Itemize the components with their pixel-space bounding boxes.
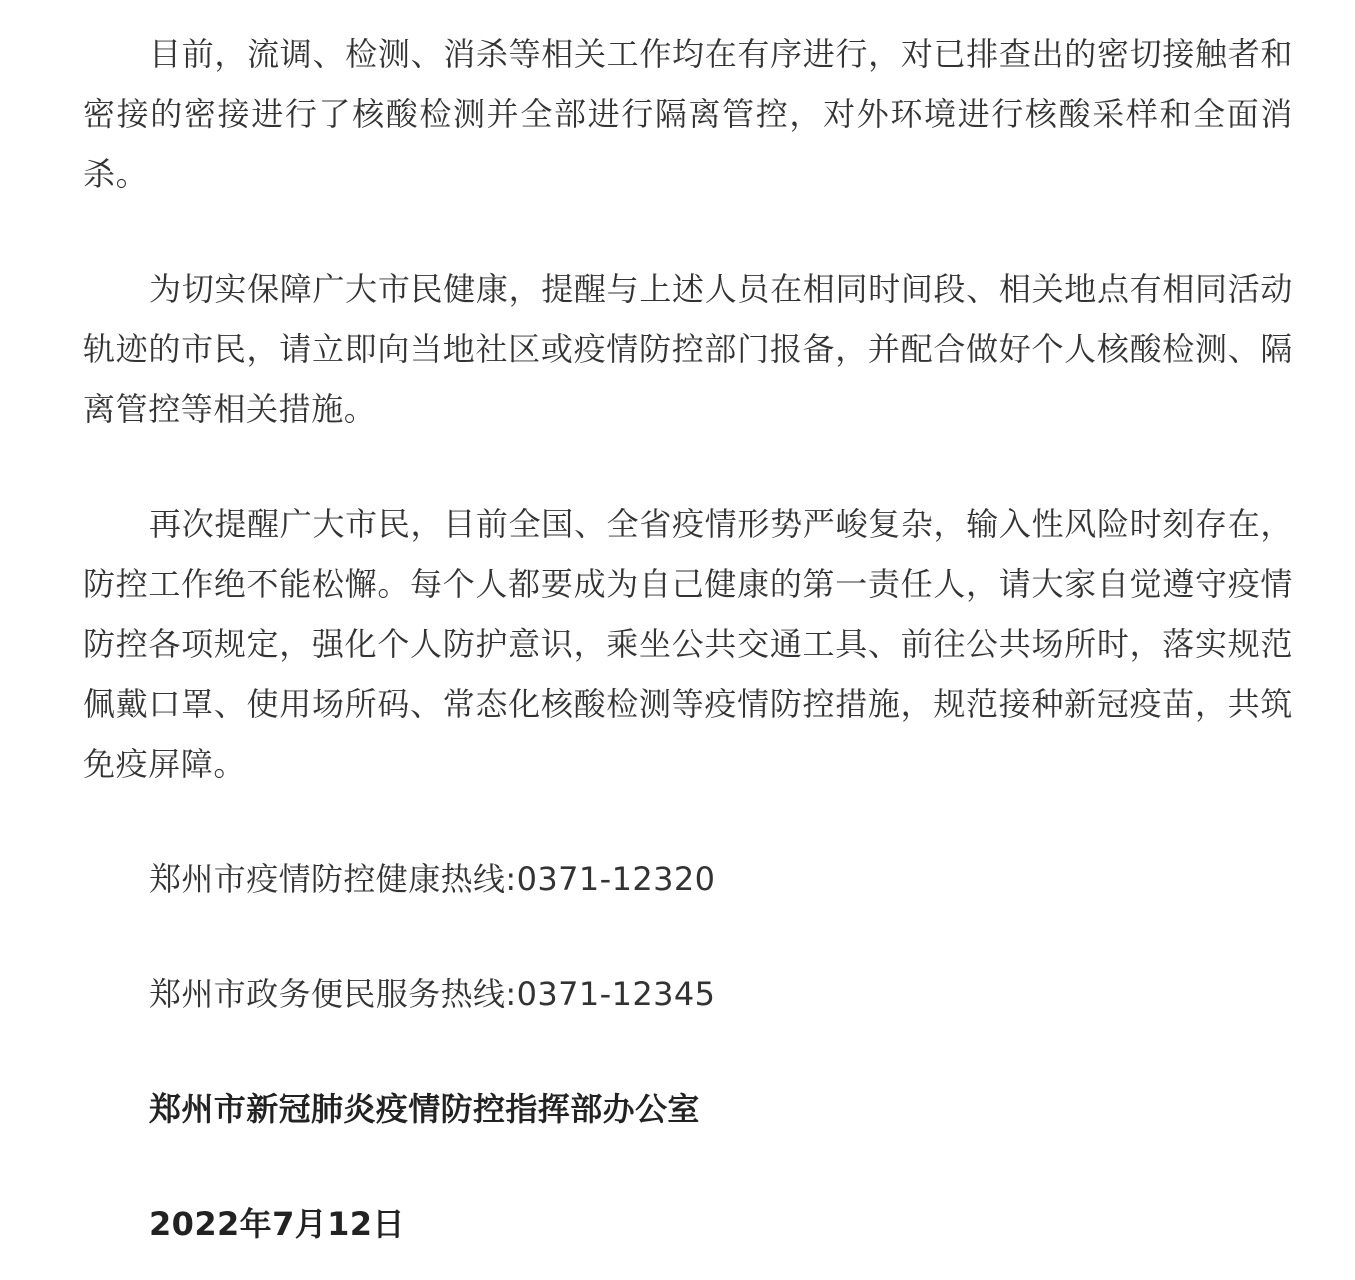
paragraph-status: 目前，流调、检测、消杀等相关工作均在有序进行，对已排查出的密切接触者和密接的密接进行了核酸检测并全部进行隔离管控，对外环境进行核酸采样和全面消杀。: [83, 35, 1293, 193]
document-body: [83, 24, 1293, 1254]
signature-date: 2022年7月12日: [149, 1205, 405, 1243]
signature-organization: 郑州市新冠肺炎疫情防控指挥部办公室: [149, 1090, 700, 1128]
hotline-health: 郑州市疫情防控健康热线:0371-12320: [149, 860, 716, 898]
paragraph-reminder: 为切实保障广大市民健康，提醒与上述人员在相同时间段、相关地点有相同活动轨迹的市民，请立即向当地社区或疫情防控部门报备，并配合做好个人核酸检测、隔离管控等相关措施。: [83, 270, 1293, 428]
hotline-government: 郑州市政务便民服务热线:0371-12345: [149, 975, 716, 1013]
paragraph-warning: 再次提醒广大市民，目前全国、全省疫情形势严峻复杂，输入性风险时刻存在，防控工作绝不能松懈。每个人都要成为自己健康的第一责任人，请大家自觉遵守疫情防控各项规定，强化个人防护意识，乘坐公共交通工具、前往公共场所时，落实规范佩戴口罩、使用场所码、常态化核酸检测等疫情防控措施，规范接种新冠疫苗，共筑免疫屏障。: [83, 505, 1293, 783]
